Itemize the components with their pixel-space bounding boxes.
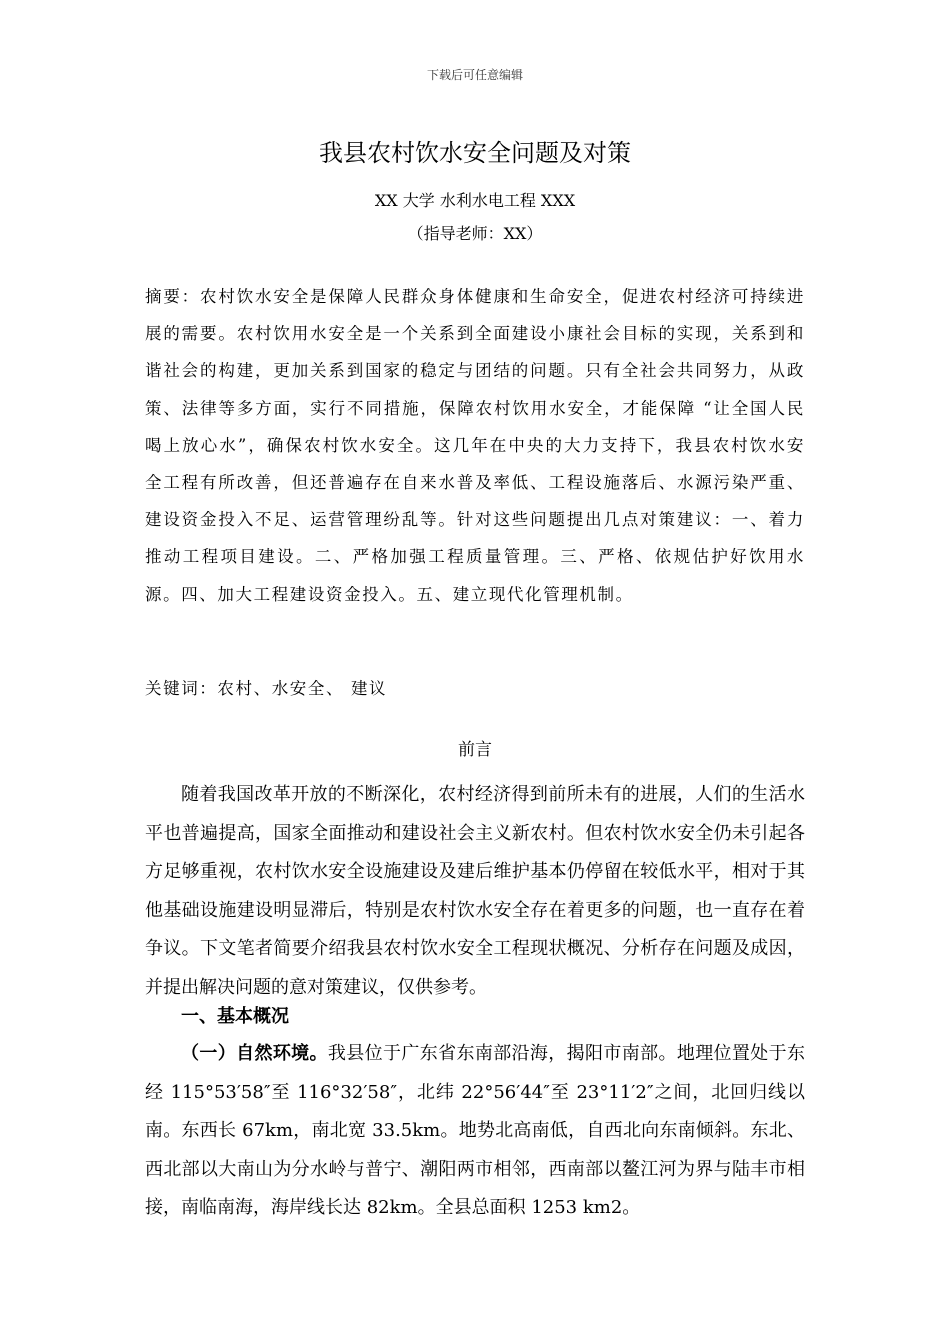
- author-line: XX 大学 水利水电工程 XXX: [374, 191, 576, 210]
- section-heading-overview: 一、基本概况: [181, 1006, 289, 1027]
- keywords-line: 关键词：农村、水安全、 建议: [145, 679, 388, 698]
- natural-environment-paragraph: [145, 1035, 805, 1228]
- advisor-line: （指导老师：XX）: [407, 224, 543, 243]
- preface-heading: 前言: [458, 740, 492, 760]
- subsection-lead: （一）自然环境。: [181, 1043, 328, 1064]
- page-header-note: 下载后可任意编辑: [426, 68, 523, 82]
- abstract-paragraph: 摘要：农村饮水安全是保障人民群众身体健康和生命安全，促进农村经济可持续进展的需要。农村饮用水安全是一个关系到全面建设小康社会目标的实现，关系到和谐社会的构建，更加关系到国家的稳定与团结的问题。只有全社会共同努力，从政策、法律等多方面，实行不同措施，保障农村饮用水安全，才能保障 “让全国人民喝上放心水”，确保农村饮水安全。这几年在中央的大力支持下，我县农村饮水安全工程有所改善，但还普遍存在自来水普及率低、工程设施落后、水源污染严重、建设资金投入不足、运营管理纷乱等。针对这些问题提出几点对策建议：一、着力推动工程项目建设。二、严格加强工程质量管理。三、严格、依规估护好饮用水源。四、加大工程建设资金投入。五、建立现代化管理机制。: [145, 287, 805, 604]
- document-title: 我县农村饮水安全问题及对策: [319, 139, 631, 167]
- subsection-body: 我县位于广东省东南部沿海，揭阳市南部。地理位置处于东经 115°53′58″至 116°32′58″，北纬 22°56′44″至 23°11′2″之间，北回归线以南。东西长 67km，南北宽 33.5km。地势北高南低，自西北向东南倾斜。东北、西北部以大南山为分水岭与普宁、潮阳两市相邻，西南部以鳌江河为界与陆丰市相接，南临南海，海岸线长达 82km。全县总面积 1253 km2。: [145, 1043, 806, 1218]
- preface-paragraph: 随着我国改革开放的不断深化，农村经济得到前所未有的进展，人们的生活水平也普遍提高，国家全面推动和建设社会主义新农村。但农村饮水安全仍未引起各方足够重视，农村饮水安全设施建设及建后维护基本仍停留在较低水平，相对于其他基础设施建设明显滞后，特别是农村饮水安全存在着更多的问题，也一直存在着争议。下文笔者简要介绍我县农村饮水安全工程现状概况、分析存在问题及成因，并提出解决问题的意对策建议，仅供参考。: [145, 784, 805, 998]
